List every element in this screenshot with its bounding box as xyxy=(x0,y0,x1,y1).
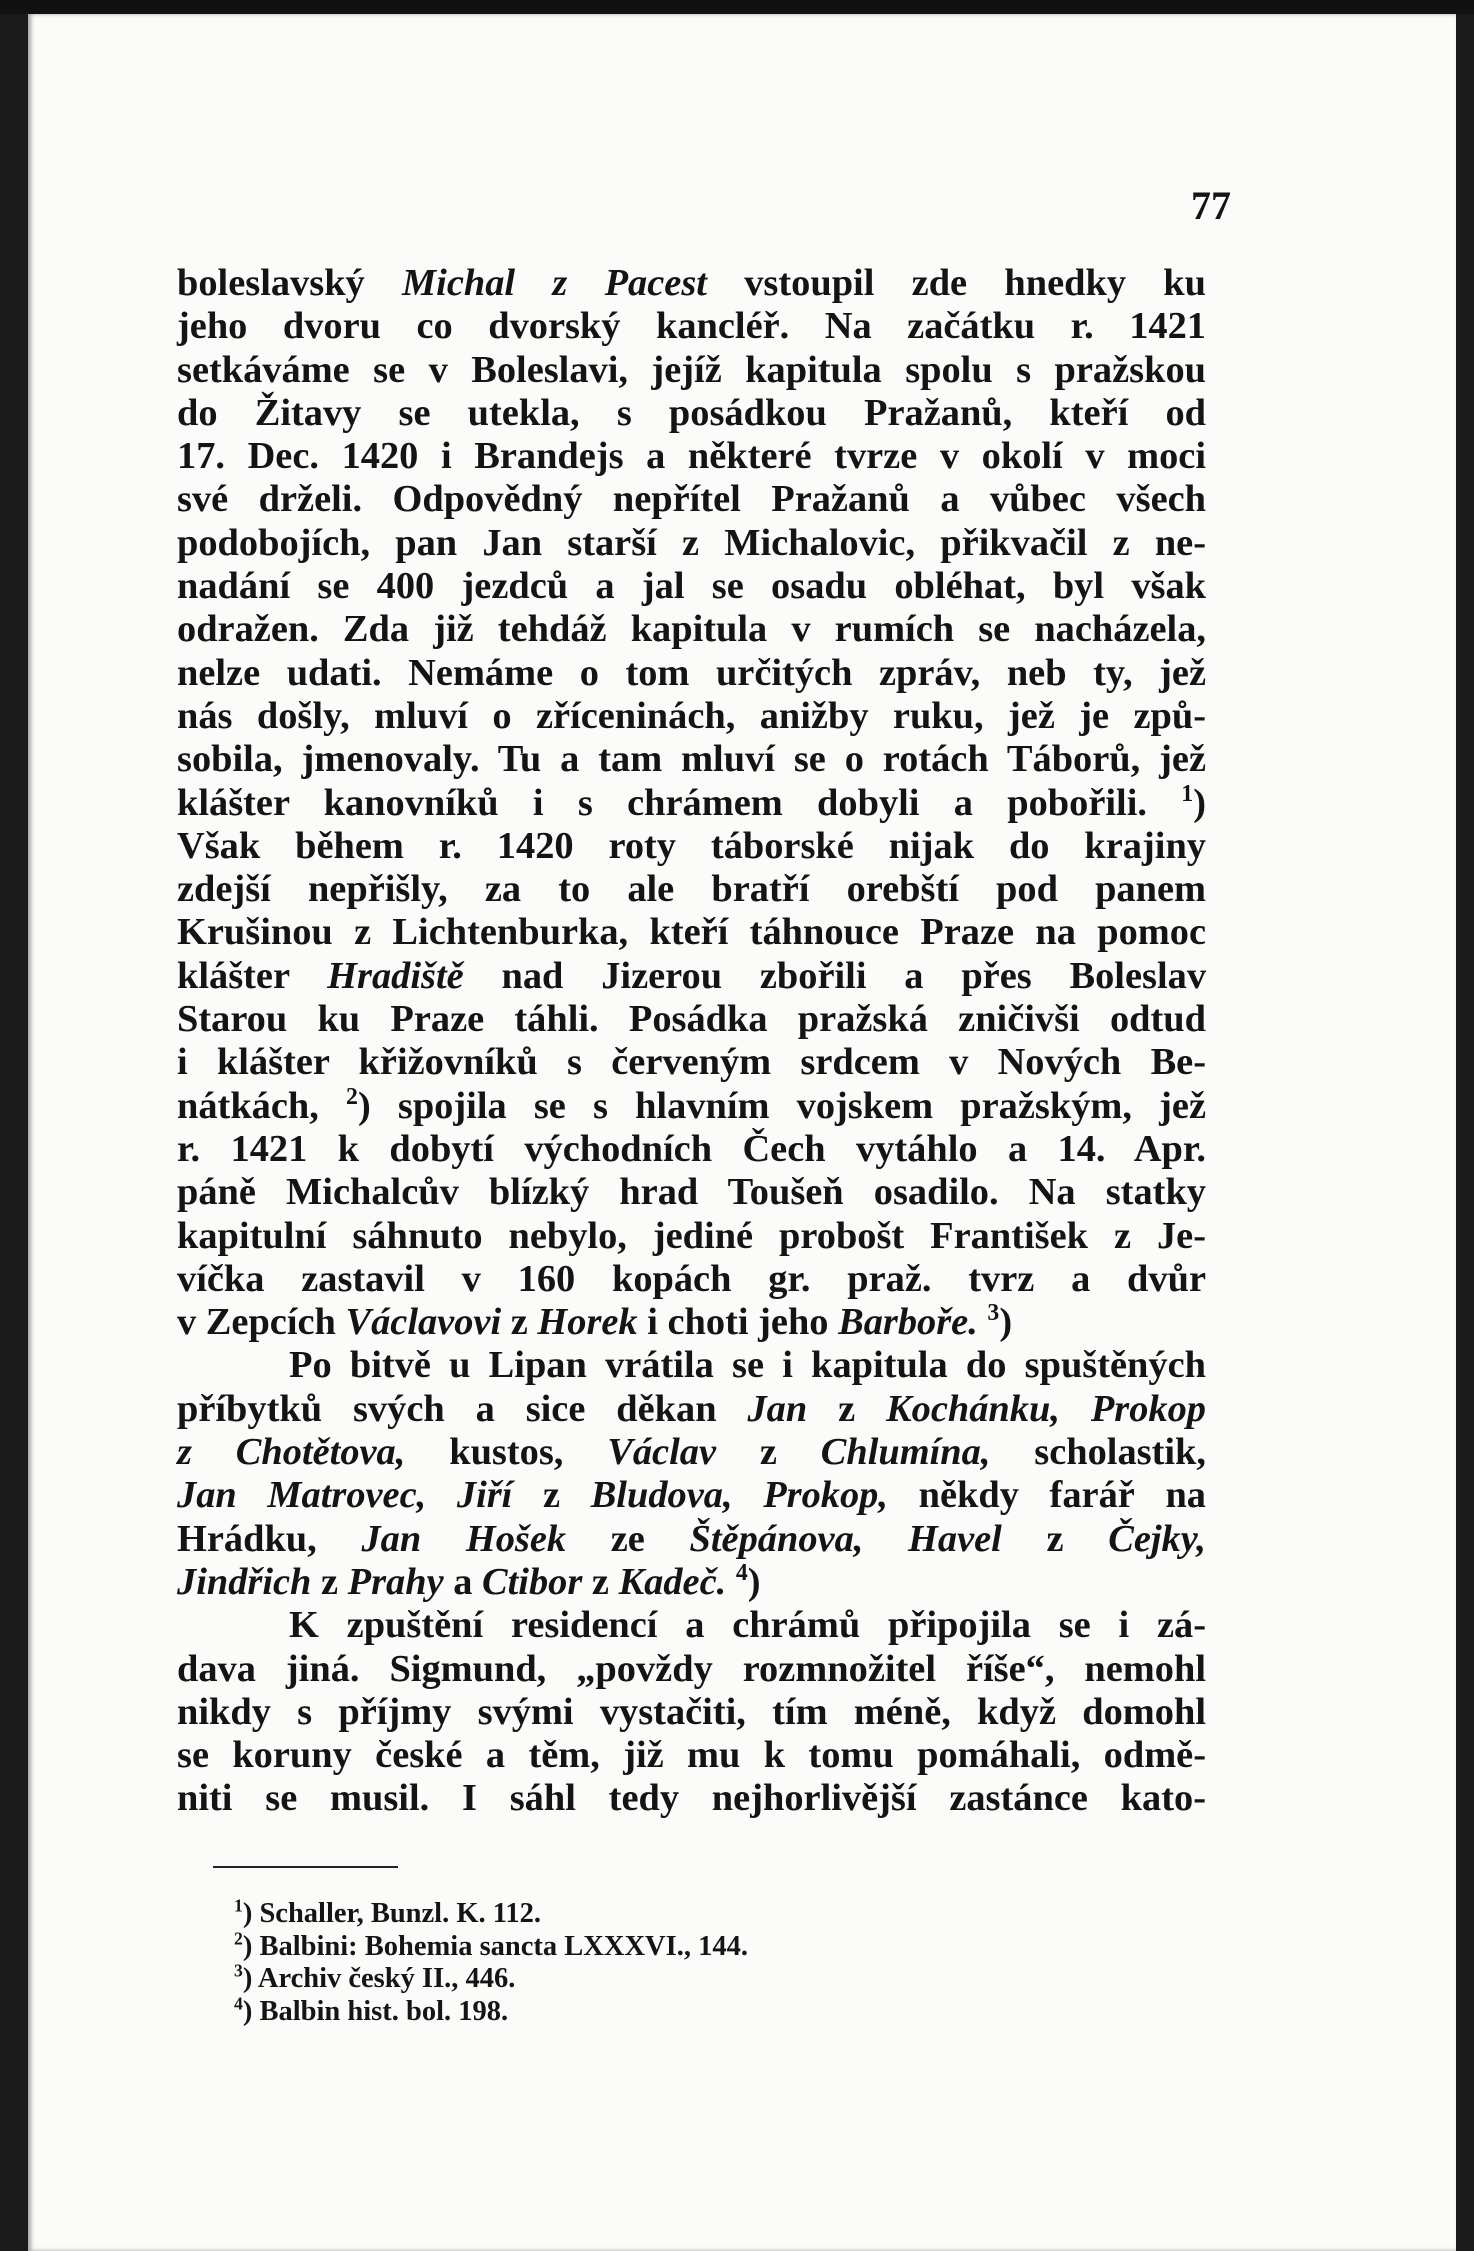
footnote: $^2$) Balbini: Bohemia sancta LXXXVI., 144. xyxy=(234,1928,748,1962)
scan-edge xyxy=(0,0,1474,14)
text-line: jeho dvoru co dvorský kancléř. Na začátku r. 1421 xyxy=(177,305,1206,348)
text-line: nikdy s příjmy svými vystačiti, tím méně, když domohl xyxy=(177,1690,1206,1733)
text-line: niti se musil. I sáhl tedy nejhorlivější zastánce kato- xyxy=(177,1777,1206,1820)
text-line: zdejší nepřišly, za to ale bratří orebští pod panem xyxy=(177,868,1206,911)
text-line: odražen. Zda již tehdáž kapitula v rumích se nacházela, xyxy=(177,608,1206,651)
text-line: dava jiná. Sigmund, „povždy rozmnožitel říše“, nemohl xyxy=(177,1647,1206,1690)
text-line: do Žitavy se utekla, s posádkou Pražanů, kteří od xyxy=(177,391,1206,434)
text-line: Jindřich z Prahy a Ctibor z Kadeč. $^4$) xyxy=(177,1560,761,1603)
page-number: 77 xyxy=(1191,183,1231,228)
text-line: i klášter křižovníků s červeným srdcem v Nových Be- xyxy=(177,1041,1206,1084)
text-line: páně Michalcův blízký hrad Toušeň osadilo. Na statky xyxy=(177,1171,1206,1214)
text-line: Po bitvě u Lipan vrátila se i kapitula do spuštěných xyxy=(289,1344,1206,1387)
footnote-divider xyxy=(213,1866,398,1868)
text-line: Však během r. 1420 roty táborské nijak do krajiny xyxy=(177,824,1206,867)
text-line: v Zepcích Václavovi z Horek i choti jeho Barboře. $^3$) xyxy=(177,1300,1013,1344)
text-line: nás došly, mluví o zříceninách, anižby ruku, jež je způ- xyxy=(177,694,1206,737)
text-line: nadání se 400 jezdců a jal se osadu obléhat, byl však xyxy=(177,565,1206,608)
text-line: boleslavský Michal z Pacest vstoupil zde hnedky ku xyxy=(177,262,1206,304)
footnotes xyxy=(234,1895,748,2028)
text-line: se koruny české a těm, již mu k tomu pomáhali, odmě- xyxy=(177,1734,1206,1777)
footnote: $^3$) Archiv český II., 446. xyxy=(234,1960,516,1994)
text-line: nátkách, $^2$) spojila se s hlavním vojskem pražským, jež xyxy=(177,1083,1206,1127)
footnote: $^4$) Balbin hist. bol. 198. xyxy=(234,1993,509,2027)
text-line: r. 1421 k dobytí východních Čech vytáhlo a 14. Apr. xyxy=(177,1127,1206,1170)
text-line: Jan Matrovec, Jiří z Bludova, Prokop, někdy farář na xyxy=(177,1474,1206,1517)
text-line: 17. Dec. 1420 i Brandejs a některé tvrze v okolí v moci xyxy=(177,435,1206,478)
text-line: Hrádku, Jan Hošek ze Štěpánova, Havel z Čejky, xyxy=(177,1517,1206,1560)
text-line: K zpuštění residencí a chrámů připojila se i zá- xyxy=(289,1604,1206,1647)
footnote: $^1$) Schaller, Bunzl. K. 112. xyxy=(234,1895,542,1929)
text-line: setkáváme se v Boleslavi, jejíž kapitula spolu s pražskou xyxy=(177,348,1206,391)
text-line: z Chotětova, kustos, Václav z Chlumína, scholastik, xyxy=(177,1431,1207,1474)
text-line: víčka zastavil v 160 kopách gr. praž. tvrz a dvůr xyxy=(177,1257,1206,1300)
text-line: klášter kanovníků i s chrámem dobyli a pobořili. $^1$) xyxy=(177,780,1206,824)
text-line: podobojích, pan Jan starší z Michalovic, přikvačil z ne- xyxy=(177,521,1206,564)
text-line: kapitulní sáhnuto nebylo, jediné probošt František z Je- xyxy=(177,1214,1206,1257)
text-line: klášter Hradiště nad Jizerou zbořili a přes Boleslav xyxy=(177,954,1207,997)
text-line: sobila, jmenovaly. Tu a tam mluví se o rotách Táborů, jež xyxy=(177,738,1206,781)
text-line: příbytků svých a sice děkan Jan z Kochánku, Prokop xyxy=(177,1387,1206,1430)
text-line: Starou ku Praze táhli. Posádka pražská zničivši odtud xyxy=(177,998,1206,1041)
main-text xyxy=(177,262,1206,1821)
text-line: Krušinou z Lichtenburka, kteří táhnouce Praze na pomoc xyxy=(177,911,1206,954)
text-line: nelze udati. Nemáme o tom určitých zpráv, neb ty, jež xyxy=(177,651,1206,694)
text-line: své drželi. Odpovědný nepřítel Pražanů a vůbec všech xyxy=(177,478,1206,521)
